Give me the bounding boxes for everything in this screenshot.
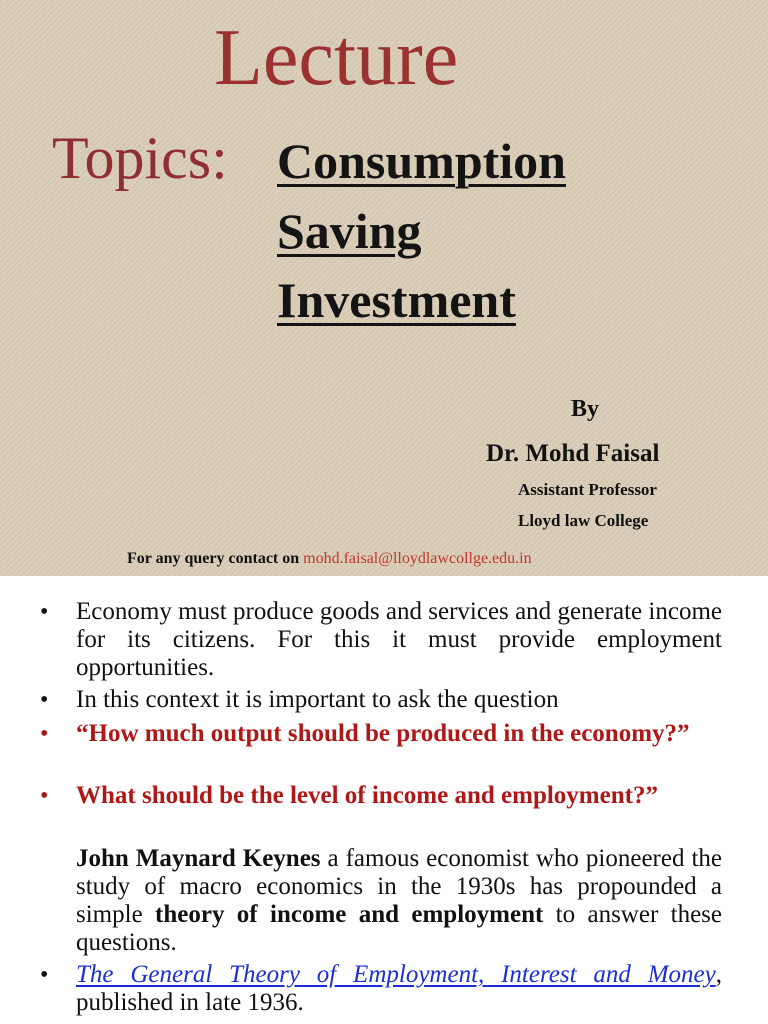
by-label: By [571, 396, 600, 422]
bullet-text [76, 961, 722, 1017]
bullet-marker: • [40, 721, 49, 747]
bullet-question-output: “How much output should be produced in the economy?” [76, 720, 690, 747]
author-name: Dr. Mohd Faisal [486, 440, 660, 467]
bullet-marker: • [40, 962, 49, 988]
topic-investment: Investment [277, 272, 516, 328]
bullet-text: In this context it is important to ask the question [76, 686, 559, 713]
bullet-text: Economy must produce goods and services and generate income for its citizens. For this it must provide employment opportunities. [76, 598, 722, 681]
topics-label: Topics: [52, 125, 228, 191]
keynes-text [76, 845, 722, 957]
bullet-marker: • [40, 687, 49, 713]
book-suffix: , published in late 1936. [76, 961, 722, 1016]
content-slide [0, 576, 768, 1024]
keynes-text-part-1: a famous economist who pioneered the study of macro economics in the 1930s has propounded a simple [76, 845, 722, 928]
bullet-question-income: What should be the level of income and employment?” [76, 782, 658, 809]
contact-prefix: For any query contact on [127, 550, 304, 567]
author-college: Lloyd law College [518, 511, 649, 530]
general-theory-link[interactable]: The General Theory of Employment, Interest and Money [76, 961, 716, 988]
bullet-marker: • [40, 783, 49, 809]
topic-consumption: Consumption [277, 133, 566, 189]
contact-line [127, 550, 532, 568]
keynes-text-part-2: to answer these questions. [76, 901, 722, 956]
author-role: Assistant Professor [518, 480, 657, 499]
topic-saving: Saving [277, 203, 422, 259]
keynes-theory-emphasis: theory of income and employment [155, 901, 544, 928]
contact-email-link[interactable]: mohd.faisal@lloydlawcollge.edu.in [303, 550, 532, 567]
keynes-name: John Maynard Keynes [76, 845, 321, 872]
bullet-marker: • [40, 599, 49, 625]
lecture-title: Lecture [214, 14, 459, 102]
